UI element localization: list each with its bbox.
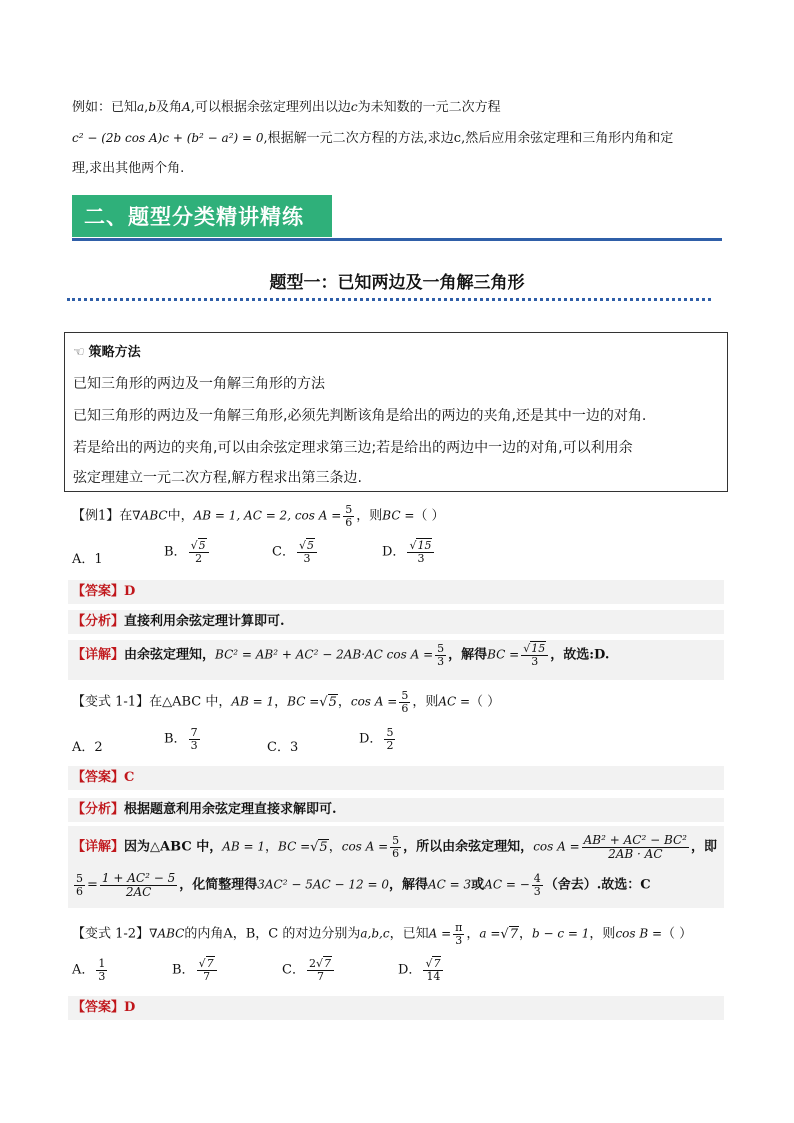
detail-text: （舍去）.故选：C bbox=[544, 877, 651, 893]
option-a: A．2 bbox=[72, 740, 103, 755]
frac-num: AB² + AC² − BC² bbox=[583, 833, 687, 847]
stem-text: 的内角A，B，C 的对边分别为 bbox=[184, 926, 361, 942]
ask: cos B = bbox=[615, 926, 663, 941]
frac-num: 1 + AC² − 5 bbox=[101, 871, 176, 885]
frac-num: 5 bbox=[386, 726, 394, 739]
condition: A = bbox=[428, 926, 452, 941]
frac-num: √15 bbox=[521, 643, 548, 656]
ask: AC = bbox=[438, 694, 471, 709]
analysis-text: 根据题意利用余弦定理直接求解即可. bbox=[124, 802, 337, 817]
strategy-line-3: 若是给出的两边的夹角,可以由余弦定理求第三边;若是给出的两边中一边的对角,可以利用余 bbox=[73, 440, 633, 456]
intro-line-2 bbox=[72, 131, 673, 147]
condition: BC = bbox=[278, 839, 311, 854]
analysis-tag: 【分析】 bbox=[72, 802, 125, 817]
var-angle-a: A bbox=[182, 100, 191, 114]
frac-num: 5 bbox=[392, 834, 400, 848]
banner-underline bbox=[72, 238, 722, 241]
detail-text: 由余弦定理知， bbox=[124, 647, 216, 663]
condition: cos A = bbox=[341, 839, 389, 854]
strategy-box bbox=[64, 332, 728, 492]
condition: a = bbox=[479, 926, 501, 941]
fraction bbox=[100, 872, 177, 898]
separator: ， bbox=[265, 839, 279, 855]
answer-blank: （ ） bbox=[414, 508, 445, 524]
frac-num: 5 bbox=[401, 689, 409, 702]
example-1-answer bbox=[72, 584, 135, 600]
analysis-text: 直接利用余弦定理计算即可. bbox=[124, 614, 285, 629]
equals: = bbox=[87, 877, 98, 893]
answer-value: D bbox=[124, 584, 136, 599]
option-c bbox=[272, 540, 319, 564]
answer-tag: 【答案】 bbox=[72, 1000, 125, 1015]
stem-text: ，已知 bbox=[389, 926, 429, 942]
detail-text: ，解得 bbox=[448, 647, 488, 663]
frac-num: √5 bbox=[189, 540, 209, 553]
option-label: D． bbox=[359, 731, 383, 747]
detail-text: ，即 bbox=[691, 839, 718, 855]
example-1-stem bbox=[72, 504, 445, 528]
frac-den: 6 bbox=[76, 884, 83, 898]
analysis-tag: 【分析】 bbox=[72, 614, 125, 629]
stem-text: 在 bbox=[119, 508, 133, 524]
answer-blank: （ ） bbox=[470, 694, 501, 710]
frac-den: 14 bbox=[426, 969, 441, 983]
answer-band bbox=[68, 580, 724, 604]
detail-tag: 【详解】 bbox=[72, 839, 125, 855]
example-tag: 【例1】 bbox=[72, 508, 120, 524]
fraction bbox=[74, 873, 85, 897]
radicand: 15 bbox=[417, 539, 432, 552]
fraction bbox=[189, 540, 209, 564]
quadratic-equation: c² − (2b cos A)c + (b² − a²) = 0 bbox=[72, 131, 264, 145]
ask: BC = bbox=[382, 508, 415, 523]
frac-den: 3 bbox=[533, 884, 541, 898]
frac-den: 3 bbox=[417, 551, 425, 565]
answer-value: C bbox=[124, 770, 135, 785]
condition: AB = 1, AC = 2, cos A = bbox=[193, 508, 342, 523]
intro-line-3 bbox=[72, 161, 184, 177]
frac-den: 2AC bbox=[125, 884, 152, 899]
frac-den: 6 bbox=[345, 515, 353, 529]
radicand: 15 bbox=[531, 642, 546, 655]
condition: b − c = 1 bbox=[532, 926, 590, 941]
option-b bbox=[164, 727, 202, 751]
frac-den: 3 bbox=[303, 551, 311, 565]
radicand: 5 bbox=[319, 839, 328, 855]
option-a: A．1 bbox=[72, 552, 103, 567]
fraction bbox=[582, 834, 689, 860]
example-1-detail bbox=[72, 643, 609, 667]
root-1: AC = 3 bbox=[427, 877, 472, 892]
frac-num: π bbox=[455, 921, 463, 934]
variant-1-1-analysis bbox=[72, 802, 337, 818]
intro-text: 理,求出其他两个角. bbox=[72, 161, 185, 176]
frac-num: √7 bbox=[197, 958, 217, 971]
frac-den: 3 bbox=[437, 654, 445, 668]
strategy-line-1: 已知三角形的两边及一角解三角形的方法 bbox=[73, 376, 325, 392]
variant-1-1-stem: 【变式 1-1】在△ABC 中，AB = 1，BC =√5，cos A = $\frac{5}{6}$ ，则AC =（ ） bbox=[72, 689, 501, 715]
option-c bbox=[282, 958, 336, 982]
variant-1-2-answer bbox=[72, 1000, 135, 1016]
answer-value: D bbox=[124, 1000, 136, 1015]
option-label: B． bbox=[164, 544, 187, 560]
answer-band bbox=[68, 766, 724, 790]
option-label: D． bbox=[398, 962, 422, 978]
var-b: b bbox=[148, 100, 156, 114]
example-1-analysis bbox=[72, 614, 285, 630]
option-label: D． bbox=[382, 544, 406, 560]
detail-result: BC = bbox=[487, 647, 520, 662]
option-b bbox=[164, 540, 211, 564]
fraction bbox=[307, 958, 334, 982]
var-a: a bbox=[137, 100, 145, 114]
option-label: C． bbox=[282, 962, 305, 978]
answer-band bbox=[68, 996, 724, 1020]
separator: ， bbox=[337, 694, 351, 710]
frac-num: 7 bbox=[190, 726, 198, 739]
frac-den: 6 bbox=[401, 701, 409, 715]
intro-comma: , bbox=[144, 100, 149, 115]
intro-text: 为未知数的一元二次方程 bbox=[357, 100, 501, 115]
strategy-title bbox=[73, 341, 141, 360]
condition: cos A = bbox=[350, 694, 398, 709]
frac-den: 3 bbox=[531, 654, 539, 668]
answer-blank: （ ） bbox=[662, 926, 693, 942]
variant-1-1-detail-line-1: 【详解】因为△ABC 中，AB = 1，BC =√5，cos A = $\frac{5}{6}$ ，所以由余弦定理知，cos A = $\frac{\text{AB² + AC² − BC²}}{2AB \cdot AC}$ ，即 bbox=[72, 833, 718, 861]
frac-num: 2√7 bbox=[307, 958, 334, 971]
frac-den: 2 bbox=[386, 738, 394, 752]
variant-1-1-detail-line-2 bbox=[72, 872, 651, 898]
variant-1-2-stem: 【变式 1-2】∇ABC的内角A，B，C 的对边分别为a,b,c，已知A = $\frac{\pi}{3}$ ，a =√7，b − c = 1，则cos B =（ ） bbox=[72, 921, 693, 947]
frac-den: 3 bbox=[98, 969, 106, 983]
detail-tag: 【详解】 bbox=[72, 647, 125, 663]
frac-num: 5 bbox=[76, 872, 83, 886]
intro-line-1 bbox=[72, 100, 501, 116]
radicand: 7 bbox=[433, 957, 441, 970]
frac-num: √5 bbox=[297, 540, 317, 553]
detail-text: ，故选:D. bbox=[550, 647, 610, 663]
option-a bbox=[72, 958, 109, 982]
radicand: 7 bbox=[323, 957, 331, 970]
option-c: C．3 bbox=[267, 740, 299, 755]
triangle-symbol: ∇ABC bbox=[132, 508, 168, 523]
frac-num: 4 bbox=[533, 872, 541, 886]
frac-den: 7 bbox=[203, 969, 211, 983]
pointing-hand-icon: ☜ bbox=[73, 345, 85, 360]
variant-1-1-answer bbox=[72, 770, 134, 786]
fraction bbox=[384, 727, 395, 751]
option-label: B． bbox=[164, 731, 187, 747]
stem-text: 中， bbox=[167, 508, 194, 524]
fraction bbox=[521, 643, 548, 667]
radicand: 7 bbox=[509, 926, 518, 942]
answer-tag: 【答案】 bbox=[72, 584, 125, 599]
detail-text: 因为△ABC 中， bbox=[124, 839, 223, 855]
radicand: 5 bbox=[198, 539, 206, 552]
fraction bbox=[407, 540, 434, 564]
stem-text: ，则 bbox=[412, 694, 439, 710]
variant-tag: 【变式 1-1】 bbox=[72, 694, 150, 710]
triangle-symbol: ∇ABC bbox=[149, 926, 185, 941]
variant-tag: 【变式 1-2】 bbox=[72, 926, 150, 942]
intro-text: 例如：已知 bbox=[72, 100, 138, 115]
condition: AB = 1 bbox=[222, 839, 266, 854]
fraction bbox=[189, 727, 200, 751]
frac-num: √15 bbox=[407, 540, 434, 553]
coefficient: 2 bbox=[308, 957, 316, 970]
quadratic: 3AC² − 5AC − 12 = 0 bbox=[257, 877, 389, 892]
detail-text: ，化简整理得 bbox=[179, 877, 258, 893]
fraction bbox=[297, 540, 317, 564]
strategy-title-text: 策略方法 bbox=[88, 345, 141, 360]
fraction bbox=[423, 958, 443, 982]
detail-equation: BC² = AB² + AC² − 2AB·AC cos A = bbox=[215, 647, 434, 662]
option-b bbox=[172, 958, 219, 982]
fraction bbox=[532, 873, 543, 897]
option-d bbox=[398, 958, 445, 982]
condition: AB = 1 bbox=[231, 694, 275, 709]
option-label: C． bbox=[272, 544, 295, 560]
frac-den: 3 bbox=[190, 738, 198, 752]
frac-den: 2 bbox=[195, 551, 203, 565]
strategy-line-4: 弦定理建立一元二次方程,解方程求出第三条边. bbox=[73, 470, 362, 486]
separator: ， bbox=[328, 839, 342, 855]
detail-text: ，解得 bbox=[388, 877, 428, 893]
fraction bbox=[390, 835, 401, 859]
frac-den: 2AB · AC bbox=[608, 846, 663, 861]
stem-text: ，则 bbox=[589, 926, 616, 942]
radicand: 5 bbox=[328, 694, 337, 710]
section-banner: 二、题型分类精讲精练 bbox=[72, 195, 332, 237]
option-d bbox=[359, 727, 397, 751]
stem-text: 在△ABC 中， bbox=[149, 694, 232, 710]
separator: ， bbox=[274, 694, 288, 710]
or-text: 或 bbox=[471, 877, 485, 893]
fraction bbox=[96, 958, 107, 982]
var-c: c bbox=[350, 100, 358, 114]
radicand: 7 bbox=[206, 957, 214, 970]
frac-den: 3 bbox=[455, 933, 463, 947]
condition: BC = bbox=[287, 694, 320, 709]
fraction bbox=[343, 504, 354, 528]
fraction bbox=[197, 958, 217, 982]
strategy-line-2: 已知三角形的两边及一角解三角形,必须先判断该角是给出的两边的夹角,还是其中一边的对角. bbox=[73, 408, 647, 424]
cosine-formula: cos A = bbox=[533, 839, 580, 854]
fraction bbox=[399, 690, 410, 714]
intro-text: ,根据解一元二次方程的方法,求边c,然后应用余弦定理和三角形内角和定 bbox=[263, 131, 674, 146]
side-vars: a,b,c bbox=[360, 926, 390, 941]
fraction bbox=[453, 922, 464, 946]
stem-text: ，则 bbox=[356, 508, 383, 524]
frac-num: 5 bbox=[345, 503, 353, 516]
answer-tag: 【答案】 bbox=[72, 770, 125, 785]
radicand: 5 bbox=[306, 539, 314, 552]
detail-text: ，所以由余弦定理知， bbox=[403, 839, 534, 855]
fraction bbox=[435, 643, 446, 667]
dotted-divider bbox=[67, 298, 711, 301]
frac-den: 6 bbox=[392, 846, 400, 860]
intro-text: ,可以根据余弦定理列出以边 bbox=[190, 100, 351, 115]
frac-num: √7 bbox=[423, 958, 443, 971]
option-label: B． bbox=[172, 962, 195, 978]
option-label: A． bbox=[72, 962, 95, 978]
frac-num: 1 bbox=[98, 957, 106, 970]
root-2: AC = − bbox=[484, 877, 530, 892]
option-d bbox=[382, 540, 436, 564]
intro-text: 及角 bbox=[156, 100, 183, 115]
frac-num: 5 bbox=[437, 642, 445, 655]
topic-heading: 题型一：已知两边及一角解三角形 bbox=[269, 273, 525, 293]
frac-den: 7 bbox=[316, 969, 324, 983]
